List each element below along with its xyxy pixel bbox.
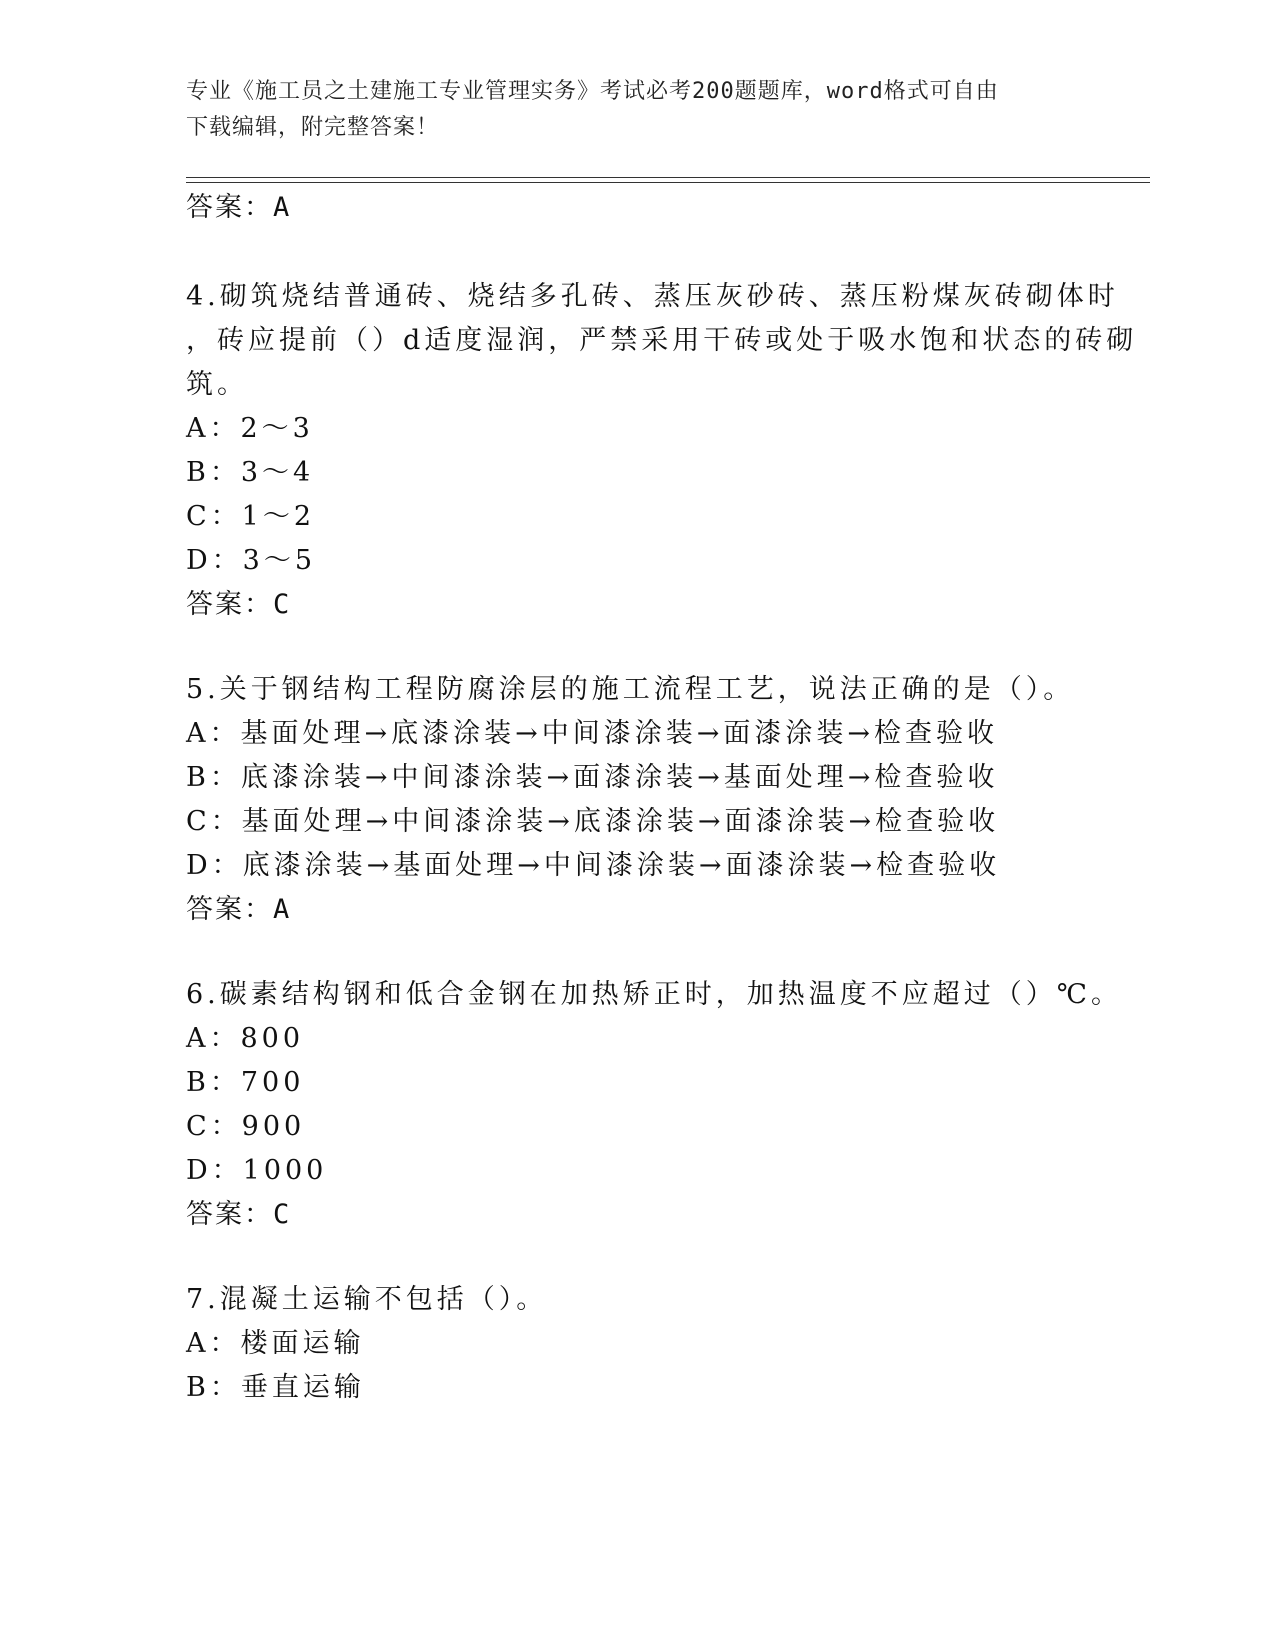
question-5-option-b: B：底漆涂装→中间漆涂装→面漆涂装→基面处理→检查验收 <box>186 762 999 793</box>
question-4-stem-line-3: 筑。 <box>186 369 248 400</box>
question-7-stem: 7.混凝土运输不包括（）。 <box>186 1284 548 1315</box>
question-4-option-a: A：2～3 <box>186 413 314 444</box>
question-5-option-a: A：基面处理→底漆涂装→中间漆涂装→面漆涂装→检查验收 <box>186 718 998 749</box>
question-4-answer: 答案：C <box>186 589 292 620</box>
question-4-option-d: D：3～5 <box>186 545 317 576</box>
question-4-option-c: C：1～2 <box>186 501 316 532</box>
question-4-stem-line-1: 4.砌筑烧结普通砖、烧结多孔砖、蒸压灰砂砖、蒸压粉煤灰砖砌体时 <box>186 281 1119 312</box>
question-5-stem: 5.关于钢结构工程防腐涂层的施工流程工艺，说法正确的是（）。 <box>186 674 1075 705</box>
header-divider-bottom <box>186 182 1150 183</box>
header-line-1: 专业《施工员之土建施工专业管理实务》考试必考200题题库，word格式可自由 <box>186 79 999 104</box>
question-5-option-c: C：基面处理→中间漆涂装→底漆涂装→面漆涂装→检查验收 <box>186 806 1000 837</box>
document-header <box>186 74 1086 146</box>
question-4-stem-line-2: ，砖应提前（）d适度湿润，严禁采用干砖或处于吸水饱和状态的砖砌 <box>186 325 1138 356</box>
question-5-option-d: D：底漆涂装→基面处理→中间漆涂装→面漆涂装→检查验收 <box>186 850 1001 881</box>
question-5-answer: 答案：A <box>186 894 292 925</box>
question-7-option-a: A：楼面运输 <box>186 1328 365 1359</box>
question-6-option-a: A：800 <box>186 1023 305 1054</box>
header-line-2: 下载编辑，附完整答案！ <box>186 115 440 140</box>
question-4-option-b: B：3～4 <box>186 457 315 488</box>
question-6-answer: 答案：C <box>186 1199 292 1230</box>
question-6-option-b: B：700 <box>186 1067 305 1098</box>
question-6-stem: 6.碳素结构钢和低合金钢在加热矫正时，加热温度不应超过（）℃。 <box>186 979 1122 1010</box>
header-divider-top <box>186 177 1150 178</box>
question-7-option-b: B：垂直运输 <box>186 1372 365 1403</box>
previous-answer: 答案：A <box>186 192 292 223</box>
question-6-option-c: C：900 <box>186 1111 306 1142</box>
question-6-option-d: D：1000 <box>186 1155 328 1186</box>
